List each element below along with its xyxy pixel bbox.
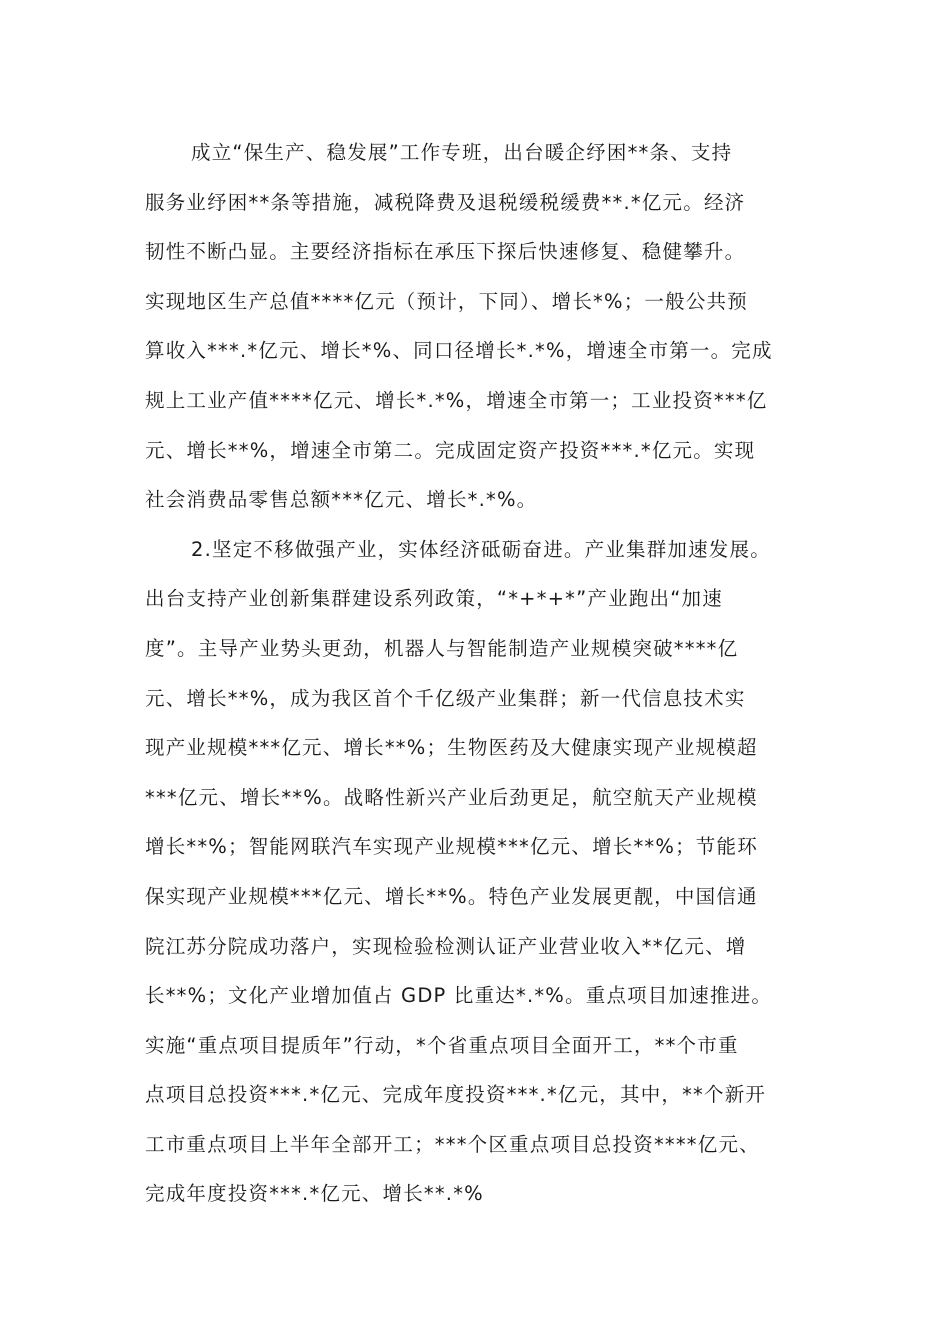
paragraph-1: [145, 128, 810, 525]
paragraph-line: 度”。主导产业势头更劲，机器人与智能制造产业规模突破****亿: [145, 636, 739, 660]
paragraph-line: 现产业规模***亿元、增长**%；生物医药及大健康实现产业规模超: [145, 736, 758, 760]
paragraph-line: 规上工业产值****亿元、增长*.*%，增速全市第一；工业投资***亿: [145, 388, 768, 412]
paragraph-line: 院江苏分院成功落户，实现检验检测认证产业营业收入**亿元、增: [145, 934, 747, 958]
paragraph-line: 增长**%；智能网联汽车实现产业规模***亿元、增长**%；节能环: [145, 835, 758, 859]
paragraph-line: 工市重点项目上半年全部开工；***个区重点项目总投资****亿元、: [145, 1132, 760, 1156]
paragraph-2: [145, 525, 810, 1219]
paragraph-line: 算收入***.*亿元、增长*%、同口径增长*.*%，增速全市第一。完成: [145, 339, 773, 363]
paragraph-line: 点项目总投资***.*亿元、完成年度投资***.*亿元，其中，**个新开: [145, 1083, 767, 1107]
paragraph-line: ***亿元、增长**%。战略性新兴产业后劲更足，航空航天产业规模: [145, 785, 758, 809]
paragraph-line: 2.坚定不移做强产业，实体经济砥砺奋进。产业集群加速发展。: [191, 537, 771, 561]
document-body: [145, 128, 810, 1219]
paragraph-line: 出台支持产业创新集群建设系列政策，“*+*+*”产业跑出“加速: [145, 587, 723, 611]
paragraph-line: 成立“保生产、稳发展”工作专班，出台暖企纾困**条、支持: [191, 141, 733, 164]
paragraph-line: 韧性不断凸显。主要经济指标在承压下探后快速修复、稳健攀升。: [145, 240, 746, 264]
paragraph-line: 社会消费品零售总额***亿元、增长*.*%。: [145, 488, 538, 512]
paragraph-line: 长**%；文化产业增加值占 GDP 比重达*.*%。重点项目加速推进。: [145, 984, 773, 1008]
paragraph-line: 保实现产业规模***亿元、增长**%。特色产业发展更靓，中国信通: [145, 884, 758, 908]
paragraph-line: 完成年度投资***.*亿元、增长**.*%: [145, 1182, 484, 1206]
paragraph-line: 元、增长**%，增速全市第二。完成固定资产投资***.*亿元。实现: [145, 438, 756, 462]
paragraph-line: 实施“重点项目提质年”行动，*个省重点项目全面开工，**个市重: [145, 1033, 739, 1057]
paragraph-line: 元、增长**%，成为我区首个千亿级产业集群；新一代信息技术实: [145, 686, 746, 710]
paragraph-line: 实现地区生产总值****亿元（预计，下同）、增长*%；一般公共预: [145, 289, 748, 313]
paragraph-line: 服务业纾困**条等措施，减税降费及退税缓税缓费**.*亿元。经济: [145, 190, 746, 214]
